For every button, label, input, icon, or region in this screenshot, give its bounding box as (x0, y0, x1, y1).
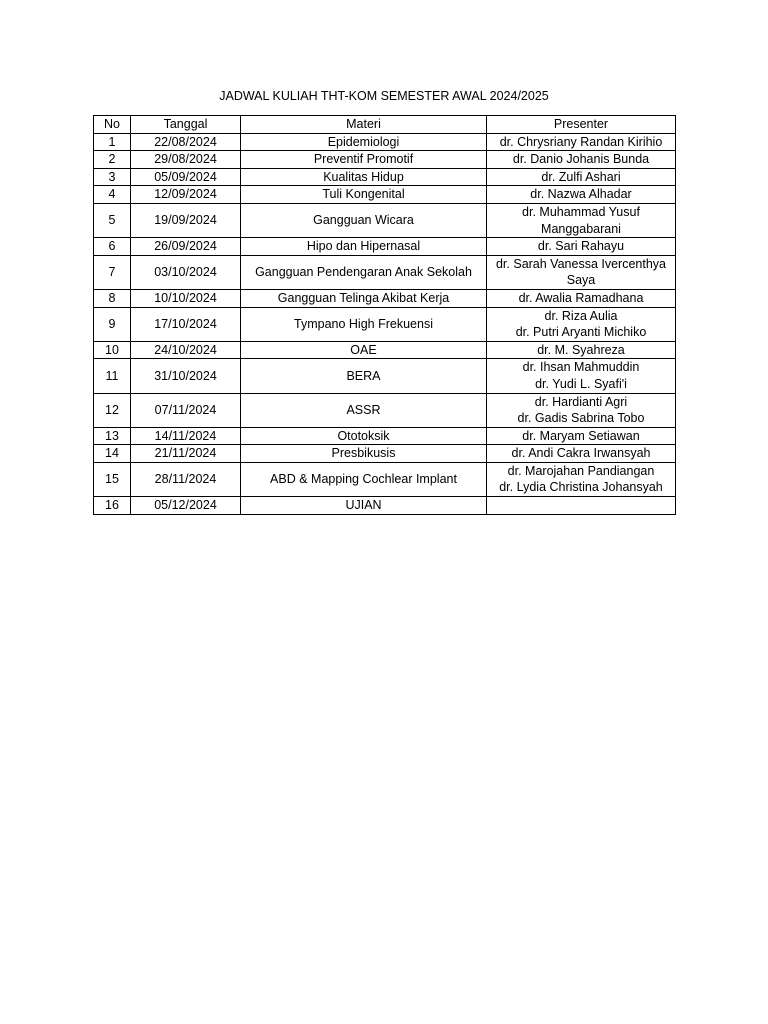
cell-no: 1 (94, 133, 131, 151)
cell-tanggal: 03/10/2024 (131, 255, 241, 289)
cell-presenter (487, 445, 676, 463)
cell-materi: Tympano High Frekuensi (241, 307, 487, 341)
table-row (94, 151, 676, 169)
cell-materi: ASSR (241, 393, 487, 427)
cell-materi: Ototoksik (241, 427, 487, 445)
presenter-line: dr. Sari Rahayu (537, 239, 625, 254)
cell-tanggal: 05/09/2024 (131, 168, 241, 186)
cell-presenter (487, 203, 676, 237)
cell-presenter (487, 238, 676, 256)
cell-materi: Presbikusis (241, 445, 487, 463)
presenter-line: dr. Gadis Sabrina Tobo (517, 411, 645, 426)
table-row (94, 133, 676, 151)
cell-tanggal: 22/08/2024 (131, 133, 241, 151)
cell-no: 15 (94, 462, 131, 496)
cell-tanggal: 07/11/2024 (131, 393, 241, 427)
presenter-line: dr. Sarah Vanessa Ivercenthya (495, 256, 666, 271)
cell-materi: OAE (241, 341, 487, 359)
cell-no: 9 (94, 307, 131, 341)
cell-presenter (487, 427, 676, 445)
cell-tanggal: 19/09/2024 (131, 203, 241, 237)
cell-presenter (487, 393, 676, 427)
cell-tanggal: 10/10/2024 (131, 289, 241, 307)
schedule-table (93, 115, 676, 515)
presenter-line: Manggabarani (541, 221, 621, 236)
cell-materi: Kualitas Hidup (241, 168, 487, 186)
presenter-line: Saya (566, 273, 596, 288)
cell-presenter (487, 307, 676, 341)
cell-no: 10 (94, 341, 131, 359)
cell-tanggal: 29/08/2024 (131, 151, 241, 169)
cell-materi: Gangguan Wicara (241, 203, 487, 237)
table-row (94, 186, 676, 204)
table-row (94, 462, 676, 496)
cell-presenter (487, 497, 676, 515)
cell-materi: Epidemiologi (241, 133, 487, 151)
table-row (94, 238, 676, 256)
cell-presenter (487, 186, 676, 204)
cell-presenter (487, 133, 676, 151)
presenter-line: dr. Maryam Setiawan (522, 428, 640, 443)
cell-materi: ABD & Mapping Cochlear Implant (241, 462, 487, 496)
cell-presenter (487, 341, 676, 359)
cell-materi: Gangguan Pendengaran Anak Sekolah (241, 255, 487, 289)
cell-materi: Gangguan Telinga Akibat Kerja (241, 289, 487, 307)
cell-no: 13 (94, 427, 131, 445)
table-row (94, 289, 676, 307)
cell-presenter (487, 151, 676, 169)
header-presenter: Presenter (487, 116, 676, 134)
cell-tanggal: 28/11/2024 (131, 462, 241, 496)
presenter-line: dr. Yudi L. Syafi'i (535, 376, 627, 391)
cell-tanggal: 26/09/2024 (131, 238, 241, 256)
header-materi: Materi (241, 116, 487, 134)
cell-tanggal: 14/11/2024 (131, 427, 241, 445)
table-row (94, 203, 676, 237)
presenter-line: dr. Ihsan Mahmuddin (522, 360, 640, 375)
presenter-line: dr. Nazwa Alhadar (530, 187, 632, 202)
cell-no: 6 (94, 238, 131, 256)
cell-tanggal: 21/11/2024 (131, 445, 241, 463)
cell-no: 3 (94, 168, 131, 186)
presenter-line: dr. Putri Aryanti Michiko (515, 325, 647, 340)
presenter-line: dr. Danio Johanis Bunda (512, 152, 650, 167)
cell-presenter (487, 462, 676, 496)
cell-no: 5 (94, 203, 131, 237)
cell-no: 12 (94, 393, 131, 427)
cell-no: 4 (94, 186, 131, 204)
cell-no: 14 (94, 445, 131, 463)
presenter-line: dr. Awalia Ramadhana (518, 290, 644, 305)
header-tanggal: Tanggal (131, 116, 241, 134)
presenter-line: dr. Marojahan Pandiangan (507, 463, 655, 478)
table-row (94, 427, 676, 445)
cell-materi: UJIAN (241, 497, 487, 515)
presenter-line: dr. Chrysriany Randan Kirihio (499, 134, 663, 149)
cell-no: 8 (94, 289, 131, 307)
presenter-line: dr. Lydia Christina Johansyah (499, 480, 663, 495)
cell-materi: Tuli Kongenital (241, 186, 487, 204)
presenter-line: dr. Andi Cakra Irwansyah (511, 446, 651, 461)
cell-no: 2 (94, 151, 131, 169)
presenter-line: dr. Riza Aulia (544, 308, 618, 323)
schedule-body (94, 133, 676, 514)
cell-presenter (487, 168, 676, 186)
table-header-row (94, 116, 676, 134)
cell-materi: Hipo dan Hipernasal (241, 238, 487, 256)
table-row (94, 255, 676, 289)
table-row (94, 445, 676, 463)
cell-presenter (487, 289, 676, 307)
cell-tanggal: 05/12/2024 (131, 497, 241, 515)
cell-no: 11 (94, 359, 131, 393)
presenter-line: dr. Muhammad Yusuf (522, 204, 640, 219)
table-row (94, 168, 676, 186)
cell-tanggal: 31/10/2024 (131, 359, 241, 393)
table-row (94, 341, 676, 359)
cell-presenter (487, 359, 676, 393)
cell-no: 16 (94, 497, 131, 515)
cell-tanggal: 17/10/2024 (131, 307, 241, 341)
table-row (94, 359, 676, 393)
cell-materi: BERA (241, 359, 487, 393)
cell-no: 7 (94, 255, 131, 289)
table-row (94, 393, 676, 427)
presenter-line: dr. Zulfi Ashari (541, 169, 621, 184)
table-row (94, 497, 676, 515)
cell-tanggal: 24/10/2024 (131, 341, 241, 359)
cell-materi: Preventif Promotif (241, 151, 487, 169)
presenter-line: dr. M. Syahreza (537, 342, 625, 357)
table-row (94, 307, 676, 341)
presenter-line: dr. Hardianti Agri (534, 394, 628, 409)
cell-presenter (487, 255, 676, 289)
cell-tanggal: 12/09/2024 (131, 186, 241, 204)
document-title: JADWAL KULIAH THT-KOM SEMESTER AWAL 2024/2025 (219, 89, 549, 103)
header-no: No (94, 116, 131, 134)
